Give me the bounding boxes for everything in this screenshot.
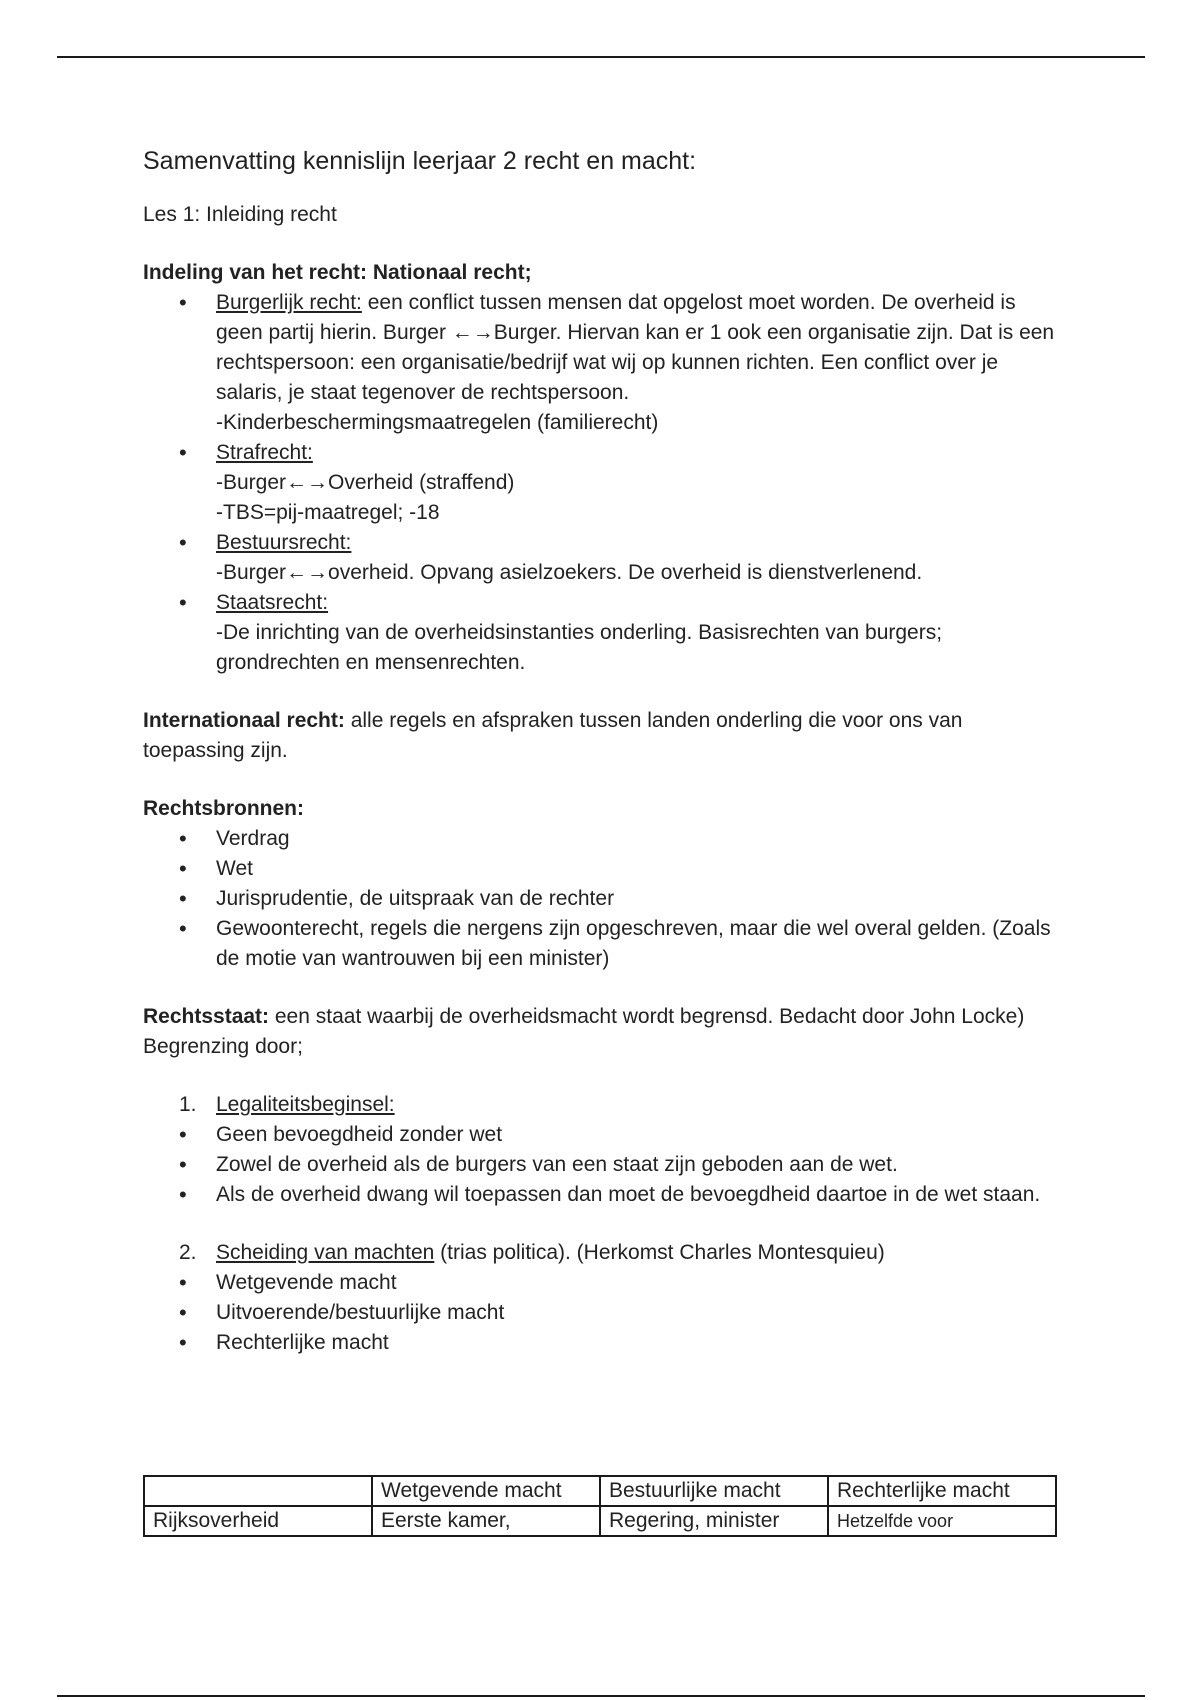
internationaal-term: Internationaal recht: [143, 709, 345, 732]
bestuursrecht-line: -Burger←→overheid. Opvang asielzoekers. De overheid is dienstverlenend. [216, 561, 923, 584]
machten-table [143, 1475, 1057, 1537]
les-heading: Les 1: Inleiding recht [143, 203, 337, 226]
list-item [143, 528, 1063, 588]
list-item: • Wetgevende macht [143, 1268, 1063, 1298]
table-header-row [144, 1476, 1056, 1506]
scheiding-term: Scheiding van machten [216, 1241, 435, 1264]
scheiding-list [143, 1268, 1063, 1358]
list-item: • Rechterlijke macht [143, 1328, 1063, 1358]
table-row [144, 1506, 1056, 1536]
indeling-heading: Indeling van het recht: Nationaal recht; [143, 261, 532, 284]
rechtsstaat-paragraph [143, 1002, 1063, 1062]
rechtsbronnen-heading: Rechtsbronnen: [143, 797, 305, 820]
indeling-list [143, 288, 1063, 678]
table-cell: Rechterlijke macht [828, 1476, 1056, 1506]
bottom-rule [57, 1695, 1145, 1697]
list-item: • Gewoonterecht, regels die nergens zijn opgeschreven, maar die wel overal gelden. (Zoals de motie van wantrouwen bij een minister) [143, 914, 1063, 974]
internationaal-paragraph [143, 706, 1063, 766]
table-cell: Regering, minister [600, 1506, 828, 1536]
burgerlijk-recht-text: een conflict tussen mensen dat opgelost moet worden. De overheid is geen partij hierin. Burger ←→Burger. Hiervan kan er 1 ook een organisatie zijn. Dat is een rechtspersoon: een organisatie/bedrijf wat wij op kunnen richten. Een conflict over je salaris, je staat tegenover de rechtspersoon. [216, 291, 1055, 404]
table-cell [144, 1476, 372, 1506]
table-cell: Bestuurlijke macht [600, 1476, 828, 1506]
term-bestuursrecht: Bestuursrecht: [216, 531, 352, 554]
document-body [143, 144, 1063, 1358]
scheiding-text: (trias politica). (Herkomst Charles Montesquieu) [434, 1241, 885, 1264]
list-item [143, 588, 1063, 678]
strafrecht-line: -Burger←→Overheid (straffend) [216, 471, 515, 494]
list-item: • Jurisprudentie, de uitspraak van de rechter [143, 884, 1063, 914]
legaliteit-term: Legaliteitsbeginsel: [216, 1093, 395, 1116]
rechtsstaat-term: Rechtsstaat: [143, 1005, 270, 1028]
list-item: • Wet [143, 854, 1063, 884]
table-cell: Eerste kamer, [372, 1506, 600, 1536]
list-item [143, 1238, 1063, 1268]
list-item: • Zowel de overheid als de burgers van een staat zijn geboden aan de wet. [143, 1150, 1063, 1180]
table-cell: Hetzelfde voor [828, 1506, 1056, 1536]
strafrecht-line: -TBS=pij-maatregel; -18 [216, 501, 440, 524]
list-number: 2. [179, 1241, 197, 1264]
list-item: • Geen bevoegdheid zonder wet [143, 1120, 1063, 1150]
burgerlijk-recht-line: -Kinderbeschermingsmaatregelen (familierecht) [216, 411, 659, 434]
legaliteit-numbered [143, 1090, 1063, 1120]
list-number: 1. [179, 1093, 197, 1116]
list-item: • Als de overheid dwang wil toepassen dan moet de bevoegdheid daartoe in de wet staan. [143, 1180, 1063, 1210]
legaliteit-list [143, 1120, 1063, 1210]
staatsrecht-line: -De inrichting van de overheidsinstanties onderling. Basisrechten van burgers; grondrechten en mensenrechten. [216, 621, 943, 674]
list-item: • Verdrag [143, 824, 1063, 854]
list-item [143, 438, 1063, 528]
rechtsstaat-text: een staat waarbij de overheidsmacht wordt begrensd. Bedacht door John Locke) Begrenzing door; [143, 1005, 1025, 1058]
rechtsbronnen-list [143, 824, 1063, 974]
document-title: Samenvatting kennislijn leerjaar 2 recht en macht: [143, 147, 697, 175]
scheiding-numbered [143, 1238, 1063, 1268]
list-item: • Uitvoerende/bestuurlijke macht [143, 1298, 1063, 1328]
list-item [143, 288, 1063, 438]
term-burgerlijk-recht: Burgerlijk recht: [216, 291, 362, 314]
internationaal-text: alle regels en afspraken tussen landen onderling die voor ons van toepassing zijn. [143, 709, 963, 762]
top-rule [57, 56, 1145, 58]
table-cell: Rijksoverheid [144, 1506, 372, 1536]
list-item [143, 1090, 1063, 1120]
term-strafrecht: Strafrecht: [216, 441, 313, 464]
table-cell: Wetgevende macht [372, 1476, 600, 1506]
term-staatsrecht: Staatsrecht: [216, 591, 329, 614]
